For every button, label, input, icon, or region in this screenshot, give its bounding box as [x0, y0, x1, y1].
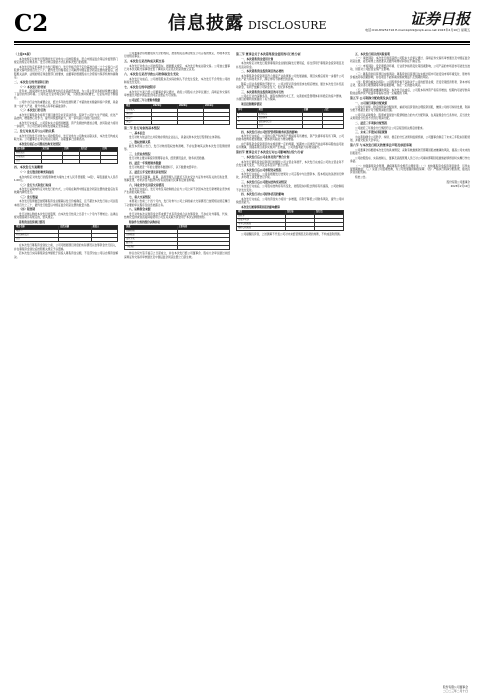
header-rule-thin	[14, 44, 470, 45]
table-cell: 项目	[125, 104, 152, 108]
subsection-heading: 三、本次发行后公司股东结构变动情况	[241, 179, 287, 184]
table-cell: 发行后	[314, 211, 343, 215]
text-column-3	[236, 52, 344, 678]
table-cell: 支付方式	[125, 238, 178, 242]
section-title-zh: 信息披露	[168, 13, 244, 34]
body-paragraph: 本次向特定对象发行的股票种类为境内上市人民币普通股（A股），每股面值为人民币1.00元。	[14, 175, 118, 182]
data-table	[236, 210, 344, 231]
table-cell: 拟投入	[91, 226, 117, 230]
subsection-heading: 二、股权控制关系	[129, 139, 151, 144]
data-table	[236, 108, 344, 129]
subsection-heading: 七、重大交易情况	[129, 194, 151, 199]
section-heading: （上接C1版）	[14, 52, 33, 56]
table-cell	[323, 124, 344, 128]
body-paragraph: 公司可以采取现金、股票或者现金与股票相结合的方式分配利润，在具备现金分红条件时，应当优先采用现金分红的方式进行利润分配。	[350, 114, 470, 121]
data-table	[14, 225, 118, 242]
page-number: C2	[14, 10, 49, 37]
table-cell: 序号	[237, 108, 258, 112]
body-paragraph: （二）市场风险：受宏观经济环境、行业竞争格局变化等因素影响，公司产品的市场需求可能发生波动，进而对公司经营业绩产生影响。	[350, 64, 470, 72]
table-cell: 项目	[237, 211, 286, 215]
section-title	[168, 10, 327, 40]
body-paragraph: 公司实行持续、稳定的利润分配政策，重视对投资者的合理投资回报，兼顾公司的可持续发展，利润分配不得超过累计可分配利润的范围。	[350, 106, 470, 113]
section-heading: 二、本次发行的背景和目的	[14, 79, 49, 84]
signature-company: 股份有限公司董事会	[446, 180, 470, 184]
table-row	[237, 124, 344, 128]
body-paragraph: 本次发行方案已经公司董事会审议通过，尚需公司股东大会审议通过、深圳证券交易所审核通过并经中国证监会同意注册后方可实施。	[124, 90, 230, 98]
body-paragraph: 发行对象为依法设立并有效存续的企业法人，具备认购本次发行股票的主体资格。	[129, 135, 223, 139]
body-paragraph: 公司作为行业内的重要企业，经过多年的发展积累了丰富的技术储备和客户资源，具备进一步扩大产能、提升市场占有率的基础条件。	[14, 101, 118, 108]
table-cell	[285, 227, 314, 231]
table-cell: 条款	[125, 226, 178, 230]
signature-date: 2023年2月10日	[450, 185, 470, 189]
body-paragraph: 本次发行募集资金将用于项目建设及补充流动资金，有助于公司扩大生产规模，优化产品结构，增强核心竞争力，提升持续盈利能力，进一步巩固公司的行业地位。	[14, 113, 118, 120]
table-cell: 总股本	[237, 215, 286, 219]
table-caption: 附条件生效的股份认购协议	[129, 220, 161, 224]
subsection-heading: （四）限售期	[19, 207, 36, 212]
subsection-heading: 三、主营业务情况	[129, 152, 151, 157]
table-cell: 项目	[257, 108, 302, 112]
subsection-heading: （二）发行方式和发行时间	[19, 182, 52, 187]
body-paragraph: 公司控股股东、实际控制人、董事及高级管理人员已对公司填补即期回报措施能够得到切实履行作出承诺。	[350, 156, 470, 163]
table-cell: 稀释每股收益	[237, 227, 286, 231]
table-cell	[178, 120, 204, 124]
body-paragraph: 公司董事会将根据股东大会的授权，按照相关法律法规及公司章程的规定，办理本次发行的相关事宜。	[124, 52, 230, 59]
body-paragraph: 本次发行完成后，公司的资金实力将进一步增强，有利于降低公司财务风险，提升公司持续经营能力。	[236, 197, 344, 204]
data-table	[124, 225, 230, 250]
table-caption: 公司最近三年主要财务数据	[129, 98, 161, 102]
body-paragraph: 公司在行业内深耕多年，拥有成熟的技术工艺、完善的质量管理体系和稳定的客户群体，为项目的顺利实施提供了有力保障。	[236, 95, 344, 102]
body-paragraph: 若本次发行实际募集资金净额低于拟投入募集资金总额，不足部分由公司以自筹资金解决。	[14, 252, 118, 259]
section-heading: 第二节 发行对象的基本情况	[124, 125, 160, 130]
table-cell	[237, 124, 258, 128]
body-paragraph: 本次发行完成后，公司资本实力将得到增强，资产负债结构更加合理，抗风险能力将进一步提升，为公司长期可持续发展奠定坚实基础。	[14, 121, 118, 128]
footer-date: 二〇二三年二月十日	[442, 689, 468, 694]
body-paragraph: 本次发行完成后，发行对象及其控制的企业与公司之间不会因本次发行新增同业竞争或产生新的关联交易。	[124, 187, 230, 195]
subsection-heading: （二）本次发行的目的	[19, 108, 46, 113]
table-cell	[101, 160, 118, 164]
table-cell	[79, 160, 101, 164]
table-cell: 基本每股收益	[237, 223, 286, 227]
subsection-heading: 五、最近五年受处罚及诉讼情况	[129, 170, 167, 175]
section-heading: 第五节 公司利润分配政策及执行情况	[350, 95, 398, 100]
table-cell: 发行后	[79, 148, 101, 152]
table-cell	[63, 160, 80, 164]
body-paragraph: 公司提醒投资者，上述测算不代表公司对未来经营情况及趋势的判断，不构成盈利预测。	[241, 233, 343, 237]
body-paragraph: 本次发行完成后，公司将根据发行结果对公司章程中与注册资本、股本相关的条款进行修改，并办理工商变更登记手续。	[236, 172, 344, 180]
table-cell: 营业收入	[125, 108, 152, 112]
subsection-heading: 四、最近一年简要财务数据	[129, 161, 162, 166]
page-header	[14, 10, 470, 40]
table-cell	[152, 120, 178, 124]
body-paragraph: 本次发行募集资金投资项目均围绕公司主营业务展开，本次发行完成后公司的主营业务不会发生重大变化，不涉及业务及资产整合计划。	[236, 160, 344, 167]
subsection-heading: （一）本次发行的背景	[19, 84, 46, 89]
body-paragraph: 特此公告。	[355, 175, 368, 179]
body-paragraph: 协议自双方签字盖章之日起成立，并在本次发行经公司董事会、股东大会审议通过并经深圳证券交易所审核通过及中国证监会同意注册之日起生效。	[124, 252, 230, 259]
section-heading: 三、发行对象及其与公司的关系	[14, 128, 55, 133]
subsection-heading: 六、同业竞争及关联交易情况	[129, 182, 164, 187]
subsection-heading: （三）发行数量	[19, 194, 38, 199]
table-cell: 其他股东	[15, 156, 42, 160]
section-heading: 第三节 董事会关于本次募集资金使用的可行性分析	[236, 52, 301, 56]
body-paragraph: 本次募集资金投资项目符合国家产业政策和公司发展战略，项目实施后将进一步提升公司的生产能力和技术水平，满足市场不断增长的需求。	[236, 74, 344, 82]
table-row	[125, 120, 230, 124]
body-paragraph: 发行对象主要从事投资管理等业务，经营情况良好，财务状况稳健。	[129, 157, 207, 161]
subsection-heading: 三、本次募集资金投资项目的可行性	[241, 89, 284, 94]
body-paragraph: 本次发行的定价基准日为发行期首日，发行价格不低于定价基准日前二十个交易日公司股票交易均价的百分之八十。最终发行价格将在公司取得中国证监会同意注册的批复后，按照相关法律、法规的规定和监管部门的要求，由董事会根据股东大会授权与保荐机构协商确定。	[14, 65, 118, 79]
table-cell: 2021年	[152, 104, 178, 108]
subsection-heading: 四、本次发行对公司经营管理和财务状况的影响	[241, 129, 298, 134]
body-paragraph: 本次向特定对象发行股票募集资金总额扣除发行费用后，将全部用于募集资金投资项目及补充流动资金。	[236, 62, 344, 69]
body-paragraph: 本次发行完成后，公司控股股东及实际控制人不会发生变化，本次发行不会导致公司控制权发生变化。	[124, 77, 230, 85]
table-cell: 比例	[101, 148, 118, 152]
table-cell: 发行前	[285, 211, 314, 215]
table-row	[237, 227, 344, 231]
table-cell: 主要内容	[177, 226, 230, 230]
table-cell: 2020年	[178, 104, 204, 108]
table-caption: 本次发行摊薄即期回报的影响测算	[241, 205, 280, 209]
table-row	[15, 160, 118, 164]
table-cell: 总资产	[125, 116, 152, 120]
table-cell	[314, 227, 343, 231]
subsection-heading: 二、本次募集资金投资项目的必要性	[241, 69, 284, 74]
table-cell: 项目名称	[15, 226, 59, 230]
table-caption: 募集资金投资项目情况	[19, 220, 45, 224]
table-cell: 1	[237, 112, 258, 116]
subsection-heading: 八、认购资金来源	[129, 207, 151, 212]
table-cell: 归母净利润	[237, 219, 286, 223]
table-cell: 控股股东	[15, 152, 42, 156]
body-paragraph: （四）股票价格波动风险：公司股票价格不仅取决于公司的经营业绩，还受宏观经济形势、资本市场走势、投资者心理预期等多种因素影响，存在一定的波动风险。	[350, 80, 470, 88]
text-column-4	[350, 52, 470, 678]
table-cell	[177, 246, 230, 250]
body-paragraph: 在本次发行募集资金到位之前，公司可根据项目进度的实际情况以自筹资金先行投入，并在募集资金到位后按照相关规定予以置换。	[14, 244, 118, 251]
header-meta	[365, 28, 470, 33]
table-cell: 合计	[15, 160, 42, 164]
body-paragraph: 公司董事会将根据本次发行的具体情况，采取有效措施防范即期回报被摊薄的风险，提高公司未来的回报能力。	[350, 148, 470, 155]
table-cell: 3	[237, 120, 258, 124]
table-cell: 项目一	[15, 230, 59, 234]
footer-company: 股份有限公司董事会	[442, 685, 468, 690]
body-paragraph: （五）即期回报被摊薄的风险：本次发行完成后，公司股本和净资产将有所增加，短期内可能导致每股收益和净资产收益率等指标出现一定幅度的下降。	[350, 88, 470, 96]
header-meta-line2: 电话:010-83251716 E-mail:zqrb9@zqrb.sina.net 2023年2月10日 星期五	[365, 28, 470, 32]
body-paragraph: 随着公司业务规模的不断扩大，公司对营运资金的需求也相应增加，通过本次发行补充流动资金，有利于缓解公司资金压力，优化资本结构。	[236, 82, 344, 90]
text-column-1	[14, 52, 118, 678]
subsection-heading: （一）发行股票的种类和面值	[19, 170, 54, 175]
subsection-heading: 四、本次发行对公司财务状况的影响	[241, 192, 284, 197]
table-cell: 占比	[323, 108, 344, 112]
table-cell: 铺底流动资金	[257, 120, 302, 124]
body-paragraph: （一）加强募集资金管理，确保募集资金规范合理使用；（二）加快募集资金投资项目建设，尽早实现预期效益；（三）完善公司治理结构，为公司发展提供制度保障；（四）严格执行利润分配政策，强化投资者回报机制。	[350, 164, 470, 175]
section-heading: 第六节 与本次发行相关的董事会声明及承诺事项	[350, 142, 412, 147]
table-cell: 生效条件	[125, 246, 178, 250]
data-table	[124, 104, 230, 125]
body-paragraph: 发行对象及其董事、监事、高级管理人员最近五年未受过与证券市场有关的行政处罚、刑事处罚，亦未涉及与经济纠纷有关的重大民事诉讼或者仲裁。	[124, 175, 230, 182]
section-heading: 四、本次发行方案概要	[14, 165, 43, 170]
table-cell	[91, 238, 117, 242]
subsection-heading: 二、最近三年利润分配情况	[355, 121, 388, 126]
page-footer	[443, 686, 468, 694]
data-table	[14, 147, 118, 164]
body-paragraph: 本次向特定对象发行股票的发行对象为公司控股股东，符合中国证监会等证券监管部门规定的特定对象条件。发行对象以现金方式认购本次发行的股票。	[14, 57, 118, 65]
subsection-heading: 三、未来三年股东回报规划	[355, 130, 388, 135]
body-paragraph: （三）募集资金投资项目实施风险：募集资金投资项目在实施过程中可能受到市场环境变化、原材料价格波动等因素影响，存在项目不能如期实施或效益不及预期的风险。	[350, 72, 470, 80]
subsection-heading: 一、基本信息	[129, 130, 146, 135]
subsection-heading: 一、本次发行后公司业务及资产整合计划	[241, 155, 290, 160]
table-cell: 2019年	[203, 104, 229, 108]
text-column-2	[124, 52, 230, 678]
body-paragraph: 发行对象本次认购资金全部来源于自有资金或合法自筹资金，不存在对外募集、代持、结构化安排或者直接间接使用公司及其关联方资金用于本次认购的情形。	[124, 212, 230, 219]
section-heading: 五、本次发行是否构成关联交易	[124, 58, 165, 63]
body-paragraph: 为完善和健全公司科学、持续、稳定的分红决策和监督机制，公司董事会制定了未来三年股东回报规划，并提交股东大会审议。	[350, 135, 470, 142]
section-heading: 第四节 董事会关于本次发行对公司影响的讨论与分析	[236, 150, 304, 155]
table-cell	[302, 124, 323, 128]
table-cell: 合计	[15, 238, 59, 242]
table-cell: 2	[237, 116, 258, 120]
table-cell: 补充流动资金	[15, 234, 59, 238]
body-paragraph: 本次发行对象为公司控股股东，根据相关规定，本次发行构成关联交易。公司独立董事已对本次关联交易事项发表了事前认可意见及同意的独立意见。	[124, 64, 230, 72]
body-paragraph: （一）审批风险：本次发行尚需获得公司股东大会审议通过、深圳证券交易所审核通过及中国证监会同意注册，能否取得上述批准以及最终取得时间存在不确定性。	[350, 56, 470, 64]
section-title-en: DISCLOSURE	[248, 19, 327, 32]
body-paragraph: 公司最近三年现金分红情况符合公司章程及相关规定的要求。	[355, 126, 426, 130]
body-paragraph: 由于募集资金投资项目的实施需要一定的周期，短期内公司净资产收益率和每股收益可能有所摊薄，但随着项目逐步实施并产生效益，公司的盈利能力将得到提升。	[236, 143, 344, 150]
table-cell: 建设投资	[257, 112, 302, 116]
table-cell: 限售期	[125, 242, 178, 246]
header-rule-thick	[14, 41, 470, 43]
table-cell: 投资总额	[59, 226, 91, 230]
table-caption: 本次发行前后公司股权结构变化情况	[19, 142, 61, 146]
body-paragraph: 近年来，国家陆续出台多项政策支持行业高质量发展，为公司主营业务的持续增长提供了良好的外部环境。公司所处行业市场空间广阔，下游需求持续增长，行业集中度不断提升。	[14, 89, 118, 100]
section-heading: 六、本次发行是否导致公司控制权发生变化	[124, 71, 179, 76]
table-cell: 设备购置	[257, 116, 302, 120]
subsection-heading: 一、公司现行利润分配政策	[355, 100, 388, 105]
section-heading: 七、本次发行的审批程序	[124, 84, 156, 89]
body-paragraph: 发行对象最近一年的主要财务数据如下，以下数据未经审计。	[129, 166, 200, 170]
table-cell: 净资产	[125, 120, 152, 124]
subsection-heading: 五、本次发行相关的风险说明	[355, 52, 390, 56]
table-cell: 合计	[257, 124, 302, 128]
table-row	[15, 238, 118, 242]
table-cell: 金额	[302, 108, 323, 112]
table-row	[125, 246, 230, 250]
body-paragraph: 本次发行的发行对象为公司控股股东，发行对象与公司构成关联关系，本次发行构成关联交易。公司董事会在审议相关议案时，关联董事已回避表决。	[14, 134, 118, 141]
table-caption: 项目投资概算情况	[241, 103, 262, 107]
body-paragraph: 本次发行采取向特定对象发行的方式，公司将在取得中国证监会同意注册的批复后在有效期内择机发行。	[14, 187, 118, 195]
table-cell: 比例	[63, 148, 80, 152]
table-cell: 认购价格	[125, 230, 178, 234]
table-cell	[41, 160, 63, 164]
subsection-heading: 二、本次发行后公司章程变动情况	[241, 167, 282, 172]
newspaper-logo: 证券日报	[409, 10, 470, 28]
subsection-heading: 一、本次募集资金使用计划	[241, 56, 274, 61]
table-cell: 净利润	[125, 112, 152, 116]
table-cell	[203, 120, 229, 124]
table-cell: 认购数量	[125, 234, 178, 238]
body-paragraph: 本次发行完成后，公司股东结构将有所变化，控股股东持股比例将有所提高，公司控制权不会发生变化。	[236, 185, 344, 192]
body-paragraph: 本预案公告前二十四个月内，发行对象与公司之间的重大交易情况已按照相关规定履行了必要的审议程序及信息披露义务。	[124, 200, 230, 207]
table-cell: 发行前	[41, 148, 63, 152]
body-paragraph: 截至本预案公告日，发行对象的股权结构清晰，不存在影响其认购本次发行股票的情形。	[124, 145, 230, 152]
table-cell	[59, 238, 91, 242]
body-paragraph: 本次发行完成后，公司的总资产和净资产规模将有所增加，资产负债率将有所下降，公司的财务结构将更加稳健，整体抗风险能力得到增强。	[236, 135, 344, 142]
table-cell: 股东名称	[15, 148, 42, 152]
body-paragraph: 本次发行股票数量按照募集资金总额除以发行价格确定，且不超过本次发行前公司总股本的百分之三十，最终发行数量以中国证监会同意注册的数量为准。	[14, 200, 118, 207]
body-paragraph: 发行对象认购的本次发行的股票，自本次发行结束之日起十八个月内不得转让。法律法规对限售期另有规定的，依其规定。	[14, 212, 118, 219]
